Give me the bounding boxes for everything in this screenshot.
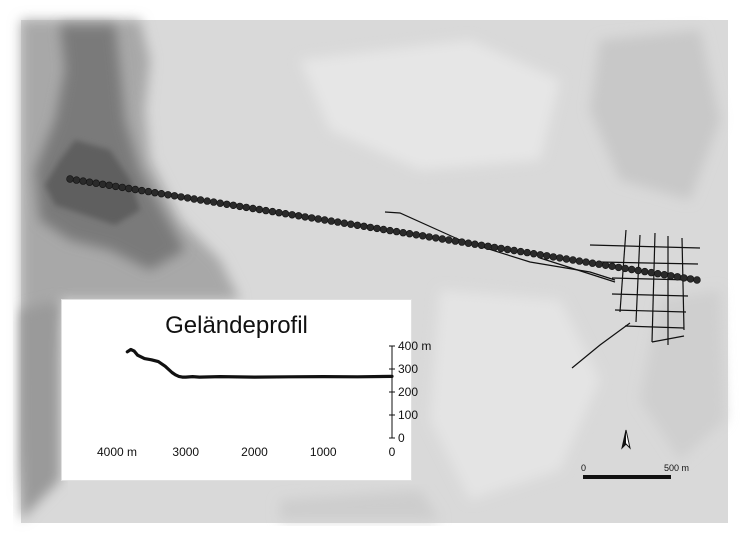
transect-bead bbox=[491, 244, 498, 251]
transect-bead bbox=[263, 207, 270, 214]
transect-bead bbox=[250, 205, 257, 212]
transect-bead bbox=[276, 209, 283, 216]
transect-bead bbox=[282, 210, 289, 217]
transect-bead bbox=[367, 224, 374, 231]
transect-bead bbox=[668, 272, 675, 279]
transect-bead bbox=[93, 180, 100, 187]
transect-bead bbox=[648, 269, 655, 276]
transect-bead bbox=[132, 186, 139, 193]
transect-bead bbox=[530, 250, 537, 257]
transect-bead bbox=[537, 251, 544, 258]
transect-bead bbox=[197, 197, 204, 204]
transect-bead bbox=[315, 216, 322, 223]
transect-bead bbox=[635, 267, 642, 274]
y-tick-label: 400 m bbox=[398, 339, 432, 353]
x-tick-label: 0 bbox=[388, 445, 396, 459]
scale-bar-rect bbox=[583, 475, 671, 479]
transect-bead bbox=[550, 254, 557, 261]
transect-bead bbox=[341, 220, 348, 227]
transect-bead bbox=[504, 246, 511, 253]
transect-bead bbox=[204, 198, 211, 205]
transect-bead bbox=[99, 181, 106, 188]
transect-bead bbox=[459, 239, 466, 246]
transect-bead bbox=[158, 190, 165, 197]
transect-bead bbox=[112, 183, 119, 190]
transect-bead bbox=[674, 273, 681, 280]
transect-bead bbox=[393, 228, 400, 235]
transect-bead bbox=[419, 232, 426, 239]
transect-bead bbox=[596, 261, 603, 268]
transect-bead bbox=[498, 245, 505, 252]
transect-bead bbox=[413, 231, 420, 238]
transect-bead bbox=[641, 268, 648, 275]
transect-bead bbox=[73, 177, 80, 184]
transect-bead bbox=[432, 235, 439, 242]
x-tick-label: 2000 bbox=[241, 445, 268, 459]
transect-bead bbox=[615, 264, 622, 271]
transect-bead bbox=[687, 276, 694, 283]
y-tick-label: 0 bbox=[398, 431, 405, 445]
transect-bead bbox=[406, 230, 413, 237]
transect-bead bbox=[67, 176, 74, 183]
y-tick-label: 300 bbox=[398, 362, 419, 376]
y-tick-label: 200 bbox=[398, 385, 419, 399]
transect-bead bbox=[387, 227, 394, 234]
transect-bead bbox=[119, 184, 126, 191]
transect-bead bbox=[576, 258, 583, 265]
inset-title: Geländeprofil bbox=[165, 312, 308, 339]
transect-bead bbox=[583, 259, 590, 266]
profile-chart bbox=[62, 300, 432, 480]
transect-bead bbox=[256, 206, 263, 213]
transect-bead bbox=[236, 203, 243, 210]
transect-bead bbox=[563, 256, 570, 263]
transect-bead bbox=[217, 200, 224, 207]
transect-bead bbox=[210, 199, 217, 206]
transect-bead bbox=[269, 208, 276, 215]
elevation-profile-line bbox=[127, 350, 392, 378]
transect-bead bbox=[223, 201, 230, 208]
transect-bead bbox=[361, 223, 368, 230]
scale-end-label: 500 m bbox=[664, 463, 690, 473]
transect-bead bbox=[517, 248, 524, 255]
transect-bead bbox=[374, 225, 381, 232]
transect-bead bbox=[380, 226, 387, 233]
transect-bead bbox=[602, 262, 609, 269]
transect-bead bbox=[589, 260, 596, 267]
transect-bead bbox=[570, 257, 577, 264]
transect-bead bbox=[622, 265, 629, 272]
north-arrow-icon bbox=[620, 428, 632, 452]
transect-bead bbox=[171, 192, 178, 199]
transect-bead bbox=[243, 204, 250, 211]
transect-bead bbox=[511, 247, 518, 254]
transect-bead bbox=[485, 243, 492, 250]
transect-bead bbox=[165, 191, 172, 198]
transect-bead bbox=[556, 255, 563, 262]
transect-bead bbox=[289, 211, 296, 218]
transect-bead bbox=[472, 241, 479, 248]
transect-bead bbox=[230, 202, 237, 209]
scale-start-label: 0 bbox=[581, 463, 587, 473]
transect-bead bbox=[628, 266, 635, 273]
transect-bead bbox=[465, 240, 472, 247]
transect-bead bbox=[661, 271, 668, 278]
transect-bead bbox=[334, 219, 341, 226]
transect-bead bbox=[184, 195, 191, 202]
transect-bead bbox=[354, 222, 361, 229]
transect-bead bbox=[524, 249, 531, 256]
transect-bead bbox=[400, 229, 407, 236]
elevation-profile-inset bbox=[61, 299, 432, 481]
transect-bead bbox=[138, 187, 145, 194]
transect-bead bbox=[694, 277, 701, 284]
x-tick-label: 4000 m bbox=[96, 445, 138, 459]
y-tick-label: 100 bbox=[398, 408, 419, 422]
transect-bead bbox=[681, 275, 688, 282]
transect-bead bbox=[106, 182, 113, 189]
transect-bead bbox=[308, 215, 315, 222]
transect-bead bbox=[86, 179, 93, 186]
transect-bead bbox=[328, 218, 335, 225]
transect-bead bbox=[178, 194, 185, 201]
transect-bead bbox=[191, 196, 198, 203]
transect-bead bbox=[321, 217, 328, 224]
transect-bead bbox=[302, 214, 309, 221]
transect-bead bbox=[347, 221, 354, 228]
transect-bead bbox=[145, 188, 152, 195]
transect-bead bbox=[80, 178, 87, 185]
transect-bead bbox=[478, 242, 485, 249]
transect-bead bbox=[125, 185, 132, 192]
transect-bead bbox=[654, 270, 661, 277]
transect-bead bbox=[452, 238, 459, 245]
transect-bead bbox=[445, 237, 452, 244]
transect-bead bbox=[152, 189, 159, 196]
x-tick-label: 1000 bbox=[309, 445, 337, 459]
transect-bead bbox=[543, 252, 550, 259]
transect-bead bbox=[609, 263, 616, 270]
transect-bead bbox=[426, 234, 433, 241]
x-tick-label: 3000 bbox=[172, 445, 200, 459]
transect-bead bbox=[439, 236, 446, 243]
transect-bead bbox=[295, 212, 302, 219]
